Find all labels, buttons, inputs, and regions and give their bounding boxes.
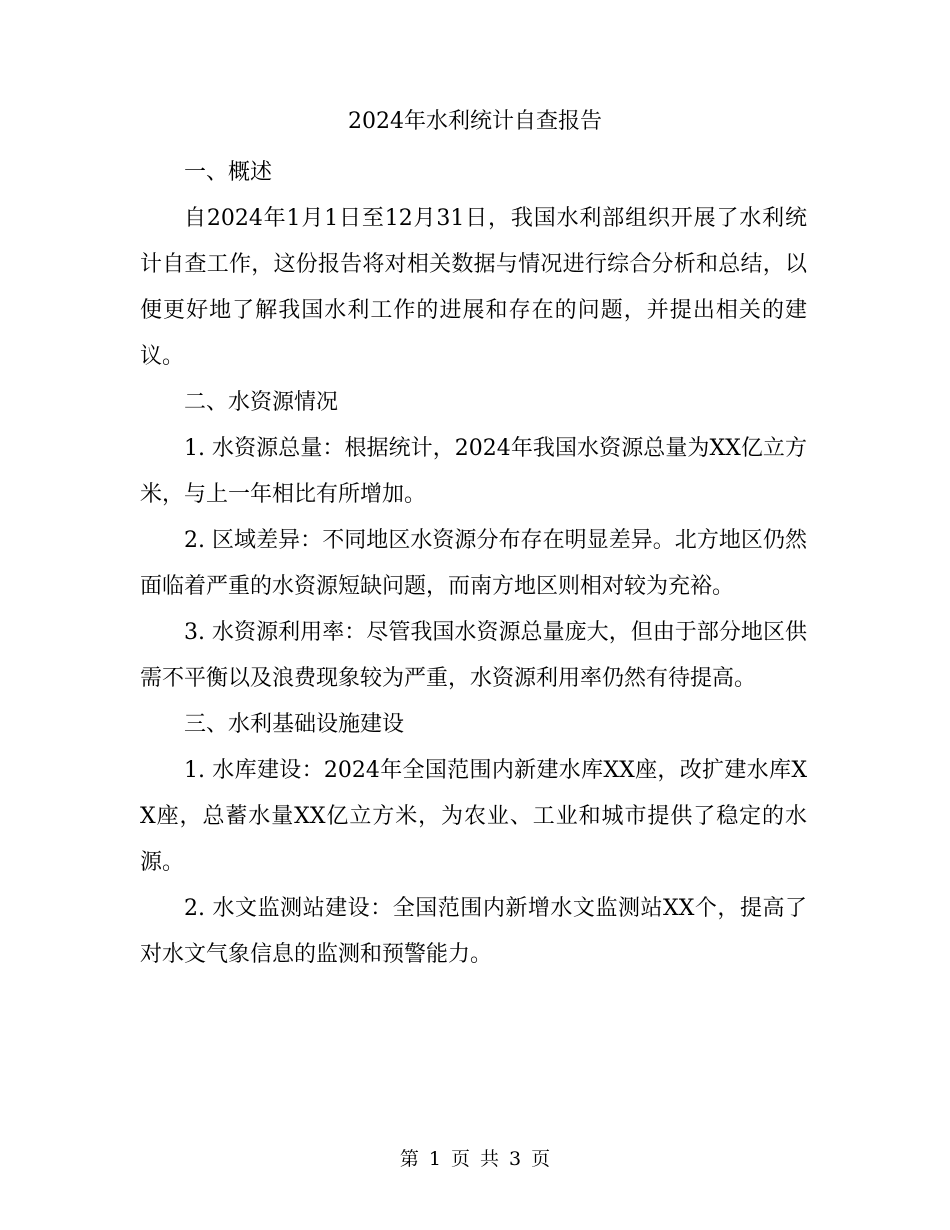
- water-total-paragraph: 1. 水资源总量：根据统计，2024年我国水资源总量为XX亿立方米，与上一年相比有所增加。: [140, 436, 807, 507]
- reservoir-paragraph: 1. 水库建设：2024年全国范围内新建水库XX座，改扩建水库XX座，总蓄水量XX亿立方米，为农业、工业和城市提供了稳定的水源。: [140, 758, 807, 875]
- section-heading-infrastructure: 三、水利基础设施建设: [184, 712, 405, 737]
- utilization-rate-paragraph: 3. 水资源利用率：尽管我国水资源总量庞大，但由于部分地区供需不平衡以及浪费现象较为严重，水资源利用率仍然有待提高。: [140, 620, 807, 691]
- document-title: 2024年水利统计自查报告: [348, 109, 602, 134]
- document-body: [140, 150, 807, 978]
- overview-paragraph: 自2024年1月1日至12月31日，我国水利部组织开展了水利统计自查工作，这份报告将对相关数据与情况进行综合分析和总结，以便更好地了解我国水利工作的进展和存在的问题，并提出相关的建议。: [140, 206, 807, 369]
- page-footer: 第 1 页 共 3 页: [399, 1148, 551, 1170]
- regional-difference-paragraph: 2. 区域差异：不同地区水资源分布存在明显差异。北方地区仍然面临着严重的水资源短缺问题，而南方地区则相对较为充裕。: [140, 528, 807, 599]
- hydrology-station-paragraph: 2. 水文监测站建设：全国范围内新增水文监测站XX个，提高了对水文气象信息的监测和预警能力。: [140, 896, 807, 967]
- section-heading-overview: 一、概述: [184, 160, 273, 185]
- section-heading-water-resources: 二、水资源情况: [184, 390, 339, 415]
